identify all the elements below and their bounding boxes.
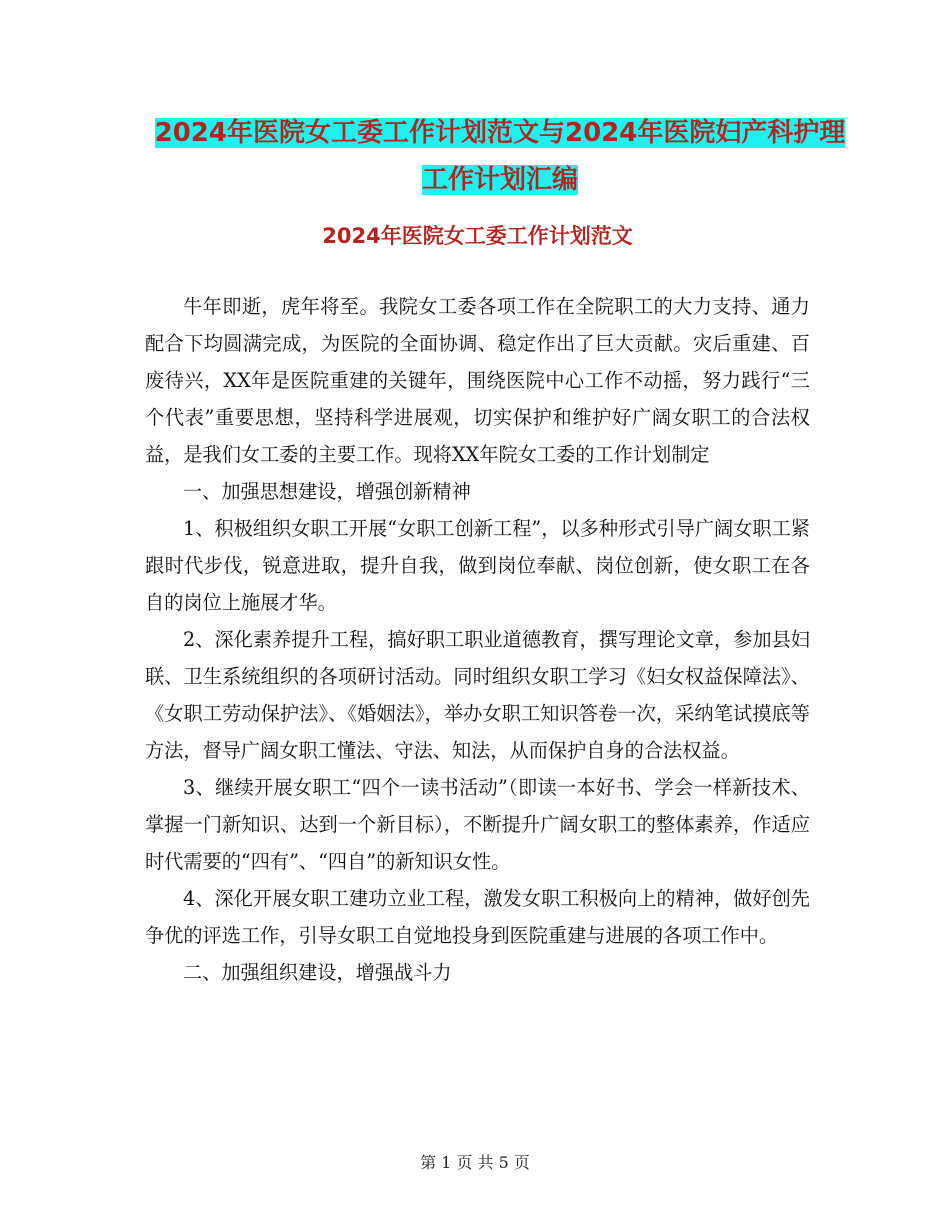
paragraph: 2、深化素养提升工程，搞好职工职业道德教育，撰写理论文章，参加县妇联、卫生系统组织的各项研讨活动。同时组织女职工学习《妇女权益保障法》、《女职工劳动保护法》、《婚姻法》，举办女职工知识答卷一次，采纳笔试摸底等方法，督导广阔女职工懂法、守法、知法，从而保护自身的合法权益。 bbox=[145, 628, 810, 762]
document-body bbox=[145, 288, 810, 991]
document-title-text: 2024年医院女工委工作计划范文与2024年医院妇产科护理工作计划汇编 bbox=[154, 118, 846, 195]
paragraph: 3、继续开展女职工“四个一读书活动”（即读一本好书、学会一样新技术、掌握一门新知识、达到一个新目标），不断提升广阔女职工的整体素养，作适应时代需要的“四有”、“四自”的新知识女性。 bbox=[145, 776, 810, 873]
paragraph: 1、积极组织女职工开展“女职工创新工程”，以多种形式引导广阔女职工紧跟时代步伐，锐意进取，提升自我，做到岗位奉献、岗位创新，使女职工在各自的岗位上施展才华。 bbox=[145, 517, 810, 614]
document-title bbox=[150, 110, 850, 204]
paragraph: 4、深化开展女职工建功立业工程，激发女职工积极向上的精神，做好创先争优的评选工作，引导女职工自觉地投身到医院重建与进展的各项工作中。 bbox=[145, 887, 810, 947]
page-number: 第 1 页 共 5 页 bbox=[420, 1153, 530, 1172]
paragraph: 一、加强思想建设，增强创新精神 bbox=[183, 480, 471, 503]
paragraph: 牛年即逝，虎年将至。我院女工委各项工作在全院职工的大力支持、通力配合下均圆满完成，为医院的全面协调、稳定作出了巨大贡献。灾后重建、百废待兴，XX年是医院重建的关键年，围绕医院中心工作不动摇，努力践行“三个代表”重要思想，坚持科学进展观，切实保护和维护好广阔女职工的合法权益，是我们女工委的主要工作。现将XX年院女工委的工作计划制定 bbox=[145, 295, 810, 466]
section-title: 2024年医院女工委工作计划范文 bbox=[322, 224, 633, 248]
paragraph: 二、加强组织建设，增强战斗力 bbox=[183, 961, 452, 984]
